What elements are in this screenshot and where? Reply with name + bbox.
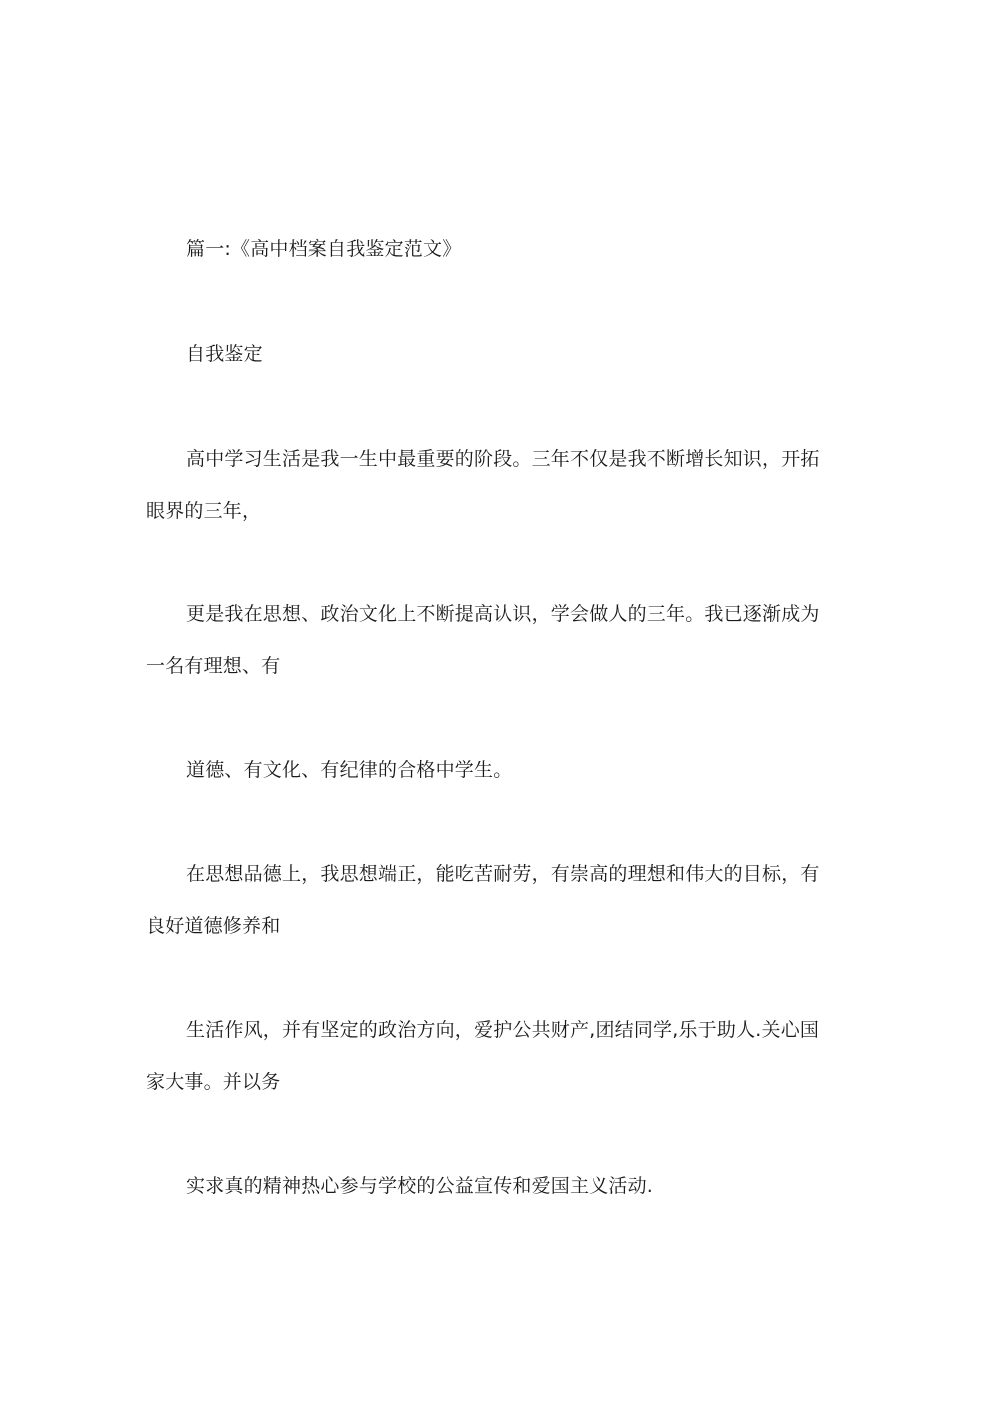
paragraph-line: 高中学习生活是我一生中最重要的阶段。三年不仅是我不断增长知识，开拓 — [186, 448, 820, 470]
section-title: 自我鉴定 — [186, 343, 263, 365]
paragraph-line: 良好道德修养和 — [146, 915, 281, 937]
paragraph-line: 生活作风，并有坚定的政治方向，爱护公共财产,团结同学,乐于助人.关心国 — [186, 1019, 820, 1041]
document-heading: 篇一:《高中档案自我鉴定范文》 — [186, 238, 462, 260]
paragraph-line: 一名有理想、有 — [146, 655, 281, 677]
paragraph-line: 家大事。并以务 — [146, 1071, 281, 1093]
paragraph-line: 实求真的精神热心参与学校的公益宣传和爱国主义活动. — [186, 1175, 654, 1197]
paragraph-line: 道德、有文化、有纪律的合格中学生。 — [186, 759, 513, 781]
paragraph-line: 眼界的三年， — [146, 500, 262, 522]
paragraph-line: 更是我在思想、政治文化上不断提高认识，学会做人的三年。我已逐渐成为 — [186, 603, 820, 625]
paragraph-line: 在思想品德上，我思想端正，能吃苦耐劳，有崇高的理想和伟大的目标，有 — [186, 863, 820, 885]
